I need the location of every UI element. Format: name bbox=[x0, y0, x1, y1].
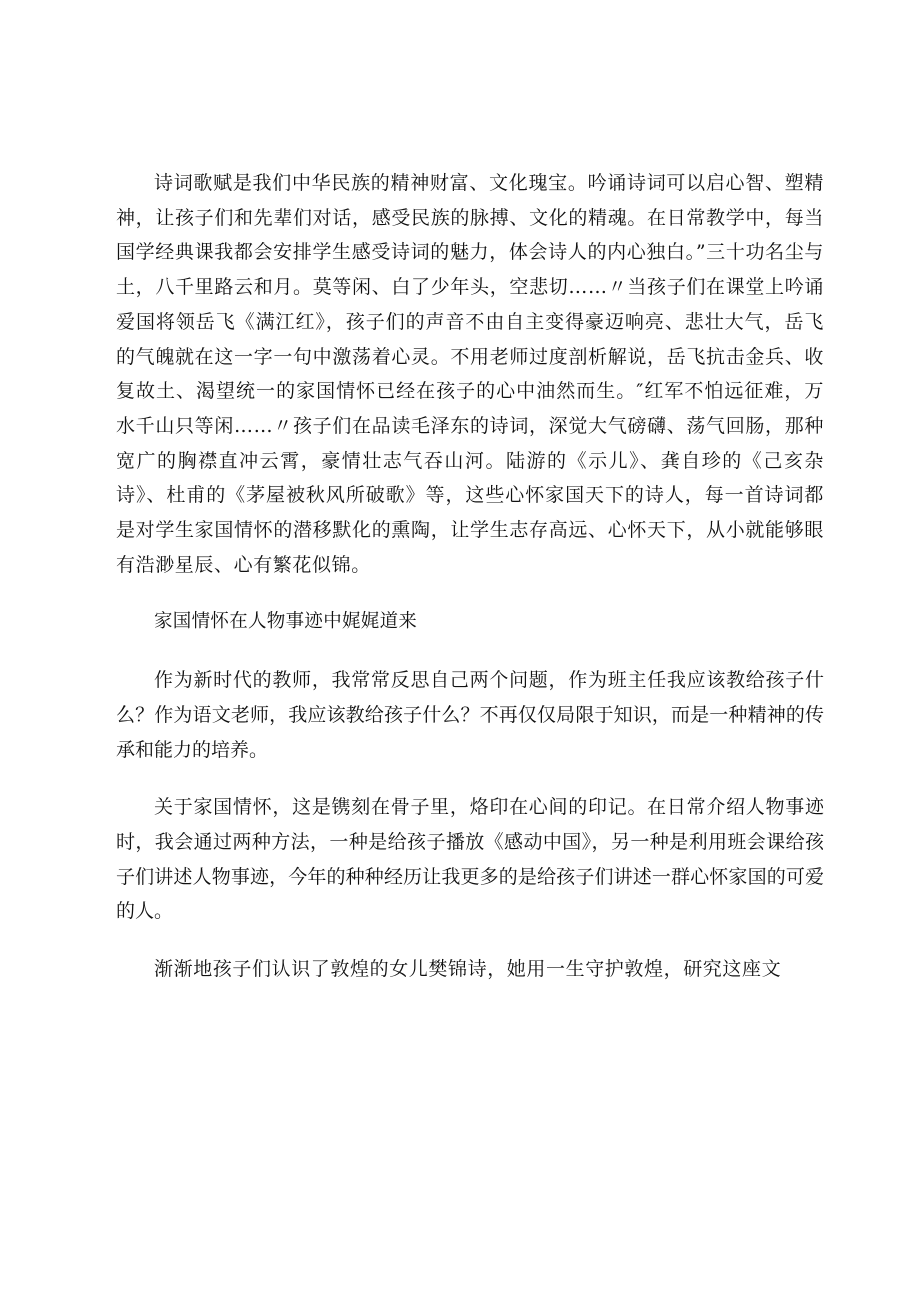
paragraph-fan-jinshi: 渐渐地孩子们认识了敦煌的女儿樊锦诗，她用一生守护敦煌，研究这座文 bbox=[154, 958, 782, 981]
section-heading: 家国情怀在人物事迹中娓娓道来 bbox=[154, 611, 418, 633]
paragraph-teacher-reflection: 作为新时代的教师，我常常反思自己两个问题，作为班主任我应该教给孩子什么？作为语文老师，我应该教给孩子什么？不再仅仅局限于知识，而是一种精神的传承和能力的培养。 bbox=[116, 669, 824, 761]
document-body bbox=[116, 166, 824, 987]
paragraph-family-country: 关于家国情怀，这是镌刻在骨子里，烙印在心间的印记。在日常介绍人物事迹时，我会通过两种方法，一种是给孩子播放《感动中国》，另一种是利用班会课给孩子们讲述人物事迹，今年的种种经历让我更多的是给孩子们讲述一群心怀家国的可爱的人。 bbox=[116, 796, 824, 923]
paragraph-poetry: 诗词歌赋是我们中华民族的精神财富、文化瑰宝。吟诵诗词可以启心智、塑精神，让孩子们和先辈们对话，感受民族的脉搏、文化的精魂。在日常教学中，每当国学经典课我都会安排学生感受诗词的魅力，体会诗人的内心独白。”三十功名尘与土，八千里路云和月。莫等闲、白了少年头，空悲切……〃当孩子们在课堂上吟诵爱国将领岳飞《满江红》，孩子们的声音不由自主变得豪迈响亮、悲壮大气，岳飞的气魄就在这一字一句中激荡着心灵。不用老师过度剖析解说，岳飞抗击金兵、收复故土、渴望统一的家国情怀已经在孩子的心中油然而生。″红军不怕远征难，万水千山只等闲……〃孩子们在品读毛泽东的诗词，深觉大气磅礴、荡气回肠，那种宽广的胸襟直冲云霄，豪情壮志气吞山河。陆游的《示儿》、龚自珍的《己亥杂诗》、杜甫的《茅屋被秋风所破歌》等，这些心怀家国天下的诗人，每一首诗词都是对学生家国情怀的潜移默化的熏陶，让学生志存高远、心怀天下，从小就能够眼有浩渺星辰、心有繁花似锦。 bbox=[116, 172, 824, 576]
